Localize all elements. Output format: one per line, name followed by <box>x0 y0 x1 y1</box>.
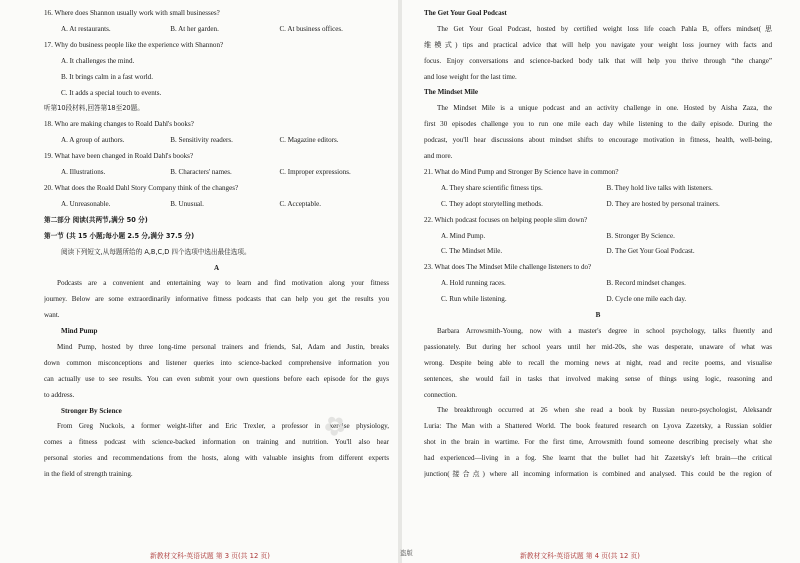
text-line: first 30 episodes challenge you to run one mile each day while listening to the daily episode. During the <box>424 120 772 129</box>
text-line: 维模式) tips and practical advice that will help you navigate your weight loss journey with facts and <box>424 40 772 49</box>
text-line: journey. Below are some extraordinarily informative fitness podcasts that can help you get the results you <box>44 295 389 304</box>
text-line: want. <box>44 311 60 320</box>
answer-option: D. Cycle one mile each day. <box>606 295 687 304</box>
answer-option: C. Improper expressions. <box>279 168 351 177</box>
text-line: From Greg Nuckols, a former weight-lifter and Eric Trexler, a professor in exercise physiology, <box>57 422 389 431</box>
answer-option: A. Unreasonable. <box>61 199 111 208</box>
answer-options-row <box>424 197 772 213</box>
text-line: 听第10段材料,回答第18至20题。 <box>44 104 144 113</box>
text-line: passionately. But during her school years until her mid-20s, she was desperate, unaware of what was <box>424 342 772 351</box>
answer-option: A. Illustrations. <box>61 168 106 177</box>
text-line: 20. What does the Roald Dahl Story Company think of the changes? <box>44 183 239 192</box>
answer-option: C. Run while listening. <box>441 295 507 304</box>
text-line: junction(接合点) where all incoming information is combined and analysed. This could be the region of <box>424 470 772 479</box>
text-line: 16. Where does Shannon usually work with small businesses? <box>44 9 220 17</box>
text-line: Barbara Arrowsmith-Young, now with a master's degree in school psychology, talks fluently and <box>437 327 772 335</box>
text-line: personal stories and recommendations from the hosts, along with valuable insights from different experts <box>44 454 389 463</box>
text-line: The Get Your Goal Podcast <box>424 9 507 17</box>
answer-options-row <box>424 292 772 308</box>
text-line: Mind Pump, hosted by three long-time personal trainers and friends, Sal, Adam and Justin, breaks <box>57 342 389 351</box>
text-line: Luria: The Man with a Shattered World. The book featured research on Lyova Zazetsky, a Russian soldier <box>424 422 772 431</box>
text-line: 19. What have been changed in Roald Dahl's books? <box>44 152 194 161</box>
answer-option: B. Characters' names. <box>170 168 232 177</box>
right-page-footer: 新教材文科-英语试题 第 4 页(共 12 页) <box>520 552 640 560</box>
answer-option: A. A group of authors. <box>61 136 125 145</box>
watermark-icon: ✿ <box>318 407 353 445</box>
text-line: A <box>213 263 220 272</box>
answer-options-row <box>424 244 772 260</box>
answer-option: B. They hold live talks with listeners. <box>606 183 713 192</box>
text-line: Podcasts are a convenient and entertaining way to learn and find motivation along your fitness <box>57 279 389 288</box>
text-line: 第一节 (共 15 小题;每小题 2.5 分,满分 37.5 分) <box>44 231 195 240</box>
answer-options-row <box>424 229 772 245</box>
answer-options-row <box>44 22 389 38</box>
text-line: 第二部分 阅读(共两节,满分 50 分) <box>44 215 148 224</box>
left-page-footer: 新教材文科-英语试题 第 3 页(共 12 页) <box>150 552 270 560</box>
answer-options-row <box>44 197 389 213</box>
text-line: The Get Your Goal Podcast, hosted by certified weight loss life coach Pahla B, offers mindset(思 <box>437 24 772 33</box>
text-line: Mind Pump <box>61 327 98 336</box>
page-fold <box>398 0 402 563</box>
answer-options-row <box>424 181 772 197</box>
text-line: comes a fitness podcast with science-backed information on training and nutrition. You'll also hear <box>44 438 389 447</box>
answer-option: C. At business offices. <box>279 24 343 33</box>
answer-option: A. Mind Pump. <box>441 231 486 240</box>
answer-option: D. The Get Your Goal Podcast. <box>606 247 695 256</box>
text-line: 17. Why do business people like the experience with Shannon? <box>44 40 224 49</box>
answer-options-row <box>424 276 772 292</box>
text-line: B. It brings calm in a fast world. <box>61 72 154 81</box>
text-line: down common misconceptions and listener queries into science-backed comprehensive information you <box>44 358 389 367</box>
center-stamp: 盗版 <box>400 549 413 557</box>
text-line: 21. What do Mind Pump and Stronger By Science have in common? <box>424 167 619 176</box>
text-line: and more. <box>424 152 453 161</box>
answer-option: C. The Mindset Mile. <box>441 247 503 256</box>
text-line: 18. Who are making changes to Roald Dahl's books? <box>44 120 194 129</box>
answer-option: B. Stronger By Science. <box>606 231 675 240</box>
answer-option: B. At her garden. <box>170 24 219 33</box>
text-line: 22. Which podcast focuses on helping people slim down? <box>424 215 588 224</box>
text-line: can actually use to see results. You can even submit your own questions before each episode for the guys <box>44 374 389 383</box>
answer-option: B. Record mindset changes. <box>606 279 686 288</box>
text-line: had experienced—living in a fog. She learnt that the bullet had hit Zazetsky's left brain—the critical <box>424 454 772 463</box>
text-line: to address. <box>44 390 75 399</box>
text-line: and lose weight for the last time. <box>424 72 517 81</box>
answer-option: A. Hold running races. <box>441 279 506 288</box>
text-line: The Mindset Mile is a unique podcast and an activity challenge in one. Hosted by Aisha Zaza, the <box>437 104 772 113</box>
right-column <box>424 6 772 483</box>
text-line: 23. What does The Mindset Mile challenge listeners to do? <box>424 263 592 272</box>
answer-option: C. Magazine editors. <box>279 136 339 145</box>
answer-option: D. They are hosted by personal trainers. <box>606 199 720 208</box>
answer-option: B. Sensitivity readers. <box>170 136 233 145</box>
answer-option: B. Unusual. <box>170 199 204 208</box>
text-line: The Mindset Mile <box>424 88 478 97</box>
text-line: in the field of strength training. <box>44 470 133 479</box>
text-line: focus. Enjoy conversations and science-backed body talk that will help you thrive through “the change” <box>424 56 772 65</box>
text-line: connection. <box>424 390 457 399</box>
answer-option: A. At restaurants. <box>61 24 111 33</box>
text-line: A. It challenges the mind. <box>61 56 135 65</box>
answer-options-row <box>44 133 389 149</box>
text-line: B <box>595 311 601 320</box>
answer-option: A. They share scientific fitness tips. <box>441 183 543 192</box>
text-line: podcast, you'll hear discussions about mindset shifts to encourage motivation in fitness, health, well-being, <box>424 136 772 145</box>
text-line: shot in the brain in wartime. For the first time, Arrowsmith found someone describing precisely what she <box>424 438 772 447</box>
text-line: 阅读下列短文,从每题所给的 A,B,C,D 四个选项中选出最佳选项。 <box>61 247 251 256</box>
answer-option: C. Acceptable. <box>279 199 321 208</box>
text-line: wrong. Despite being able to recall the morning news at night, read and recite poems, and visualise <box>424 358 772 367</box>
text-line: sentences, she would fail in tasks that involved making sense of things using logic, reasoning and <box>424 374 772 383</box>
answer-option: C. They adopt storytelling methods. <box>441 199 543 208</box>
answer-options-row <box>44 165 389 181</box>
text-line: Stronger By Science <box>61 406 122 415</box>
text-line: C. It adds a special touch to events. <box>61 88 162 97</box>
text-line: The breakthrough occurred at 26 when she read a book by Russian neuro-psychologist, Aleksandr <box>437 406 772 415</box>
